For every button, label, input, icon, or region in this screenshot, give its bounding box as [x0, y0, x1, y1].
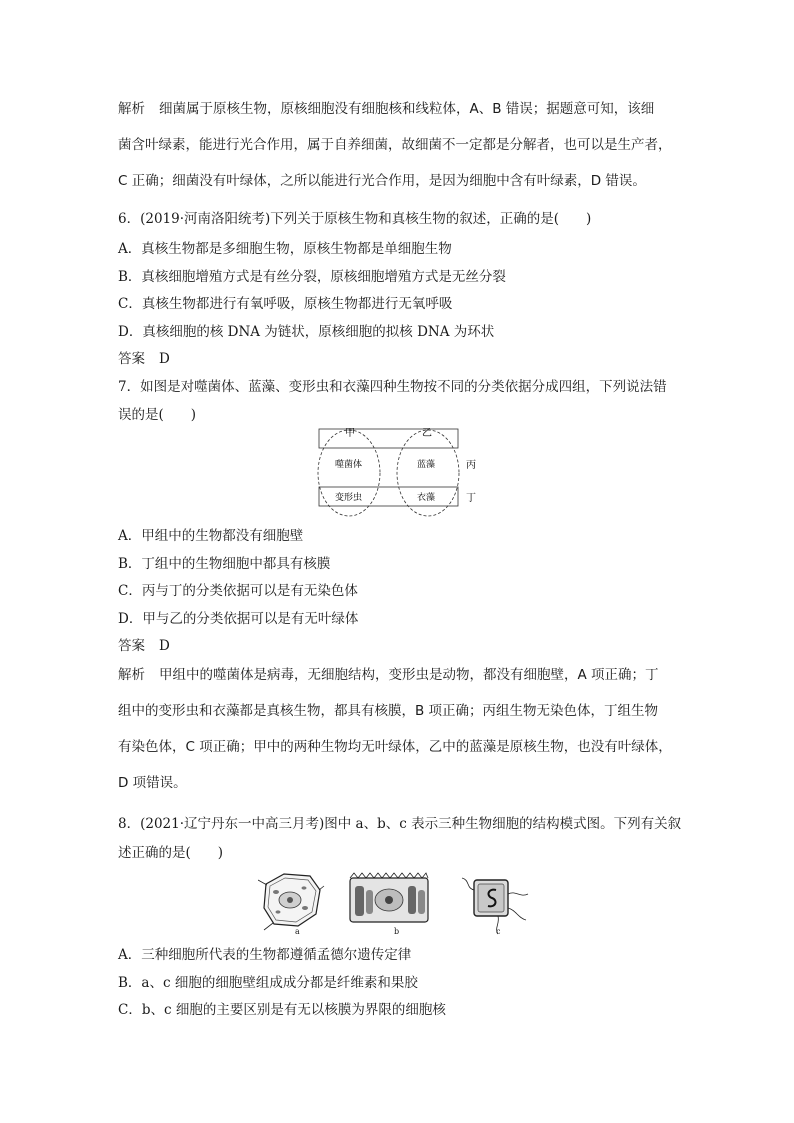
question-6-option-a: A．真核生物都是多细胞生物，原核生物都是单细胞生物	[118, 241, 452, 257]
analysis-tag: 解析	[118, 667, 145, 683]
analysis-5-line-2: 菌含叶绿素，能进行光合作用，属于自养细菌，故细菌不一定都是分解者，也可以是生产者，	[118, 137, 672, 153]
caption-c: c	[496, 927, 501, 936]
question-7-analysis-line-4: D 项错误。	[118, 775, 187, 791]
question-7-option-d: D．甲与乙的分类依据可以是有无叶绿体	[118, 611, 359, 627]
question-7-stem-line-1: 7．如图是对噬菌体、蓝藻、变形虫和衣藻四种生物按不同的分类依据分成四组，下列说法错	[118, 379, 667, 395]
label-ding: 丁	[466, 493, 476, 504]
label-bing: 丙	[466, 460, 476, 471]
label-yi: 乙	[422, 428, 432, 439]
caption-a: a	[295, 927, 300, 936]
question-7-option-a: A．甲组中的生物都没有细胞壁	[118, 528, 304, 544]
question-6-option-b: B．真核细胞增殖方式是有丝分裂，原核细胞增殖方式是无丝分裂	[118, 269, 506, 285]
question-7-analysis-line-2: 组中的变形虫和衣藻都是真核生物，都具有核膜，B 项正确；丙组生物无染色体，丁组生物	[118, 703, 659, 719]
label-amoeba: 变形虫	[335, 493, 363, 503]
answer-tag: 答案	[118, 351, 145, 367]
question-8-option-c: C．b、c 细胞的主要区别是有无以核膜为界限的细胞核	[118, 1002, 446, 1018]
analysis-text: 甲组中的噬菌体是病毒，无细胞结构，变形虫是动物，都没有细胞壁，A 项正确；丁	[159, 667, 659, 683]
question-7-analysis-line-3: 有染色体，C 项正确；甲中的两种生物均无叶绿体，乙中的蓝藻是原核生物，也没有叶绿体，	[118, 739, 672, 755]
cell-a-plant-illustration	[258, 874, 324, 930]
group-jia-ellipse	[318, 430, 380, 516]
question-8-option-a: A．三种细胞所代表的生物都遵循孟德尔遗传定律	[118, 947, 412, 963]
question-6-option-d: D．真核细胞的核 DNA 为链状，原核细胞的拟核 DNA 为环状	[118, 324, 495, 340]
analysis-text: 细菌属于原核生物，原核细胞没有细胞核和线粒体，A、B 错误；据题意可知，该细	[159, 101, 655, 117]
question-6-answer	[118, 350, 170, 368]
cell-b-animal-illustration	[350, 873, 428, 922]
label-chlamydomonas: 衣藻	[417, 493, 436, 503]
question-7-option-c: C．丙与丁的分类依据可以是有无染色体	[118, 583, 358, 599]
question-6-option-c: C．真核生物都进行有氧呼吸，原核生物都进行无氧呼吸	[118, 296, 453, 312]
label-phage: 噬菌体	[335, 460, 363, 470]
label-jia: 甲	[345, 428, 355, 439]
cell-c-prokaryote-illustration	[462, 878, 528, 934]
group-yi-ellipse	[397, 430, 459, 516]
classification-diagram	[316, 428, 486, 520]
question-8-stem-line-2: 述正确的是( )	[118, 845, 224, 861]
answer-value: D	[159, 638, 170, 654]
question-8-option-b: B．a、c 细胞的细胞壁组成成分都是纤维素和果胶	[118, 975, 418, 991]
label-cyanobacteria: 蓝藻	[417, 460, 436, 470]
question-7-stem-line-2: 误的是( )	[118, 407, 197, 423]
question-6-stem: 6．(2019·河南洛阳统考)下列关于原核生物和真核生物的叙述，正确的是( )	[118, 211, 592, 227]
answer-value: D	[159, 351, 170, 367]
analysis-5-line-3: C 正确；细菌没有叶绿体，之所以能进行光合作用，是因为细胞中含有叶绿素，D 错误。	[118, 173, 646, 189]
question-8-stem-line-1: 8．(2021·辽宁丹东一中高三月考)图中 a、b、c 表示三种生物细胞的结构模式图。下列有关叙	[118, 816, 682, 832]
question-7-analysis-line-1	[118, 666, 659, 684]
answer-tag: 答案	[118, 638, 145, 654]
caption-b: b	[394, 927, 400, 936]
analysis-tag: 解析	[118, 101, 145, 117]
question-7-option-b: B．丁组中的生物细胞中都具有核膜	[118, 556, 331, 572]
analysis-5-line-1	[118, 100, 654, 118]
question-7-answer	[118, 637, 170, 655]
